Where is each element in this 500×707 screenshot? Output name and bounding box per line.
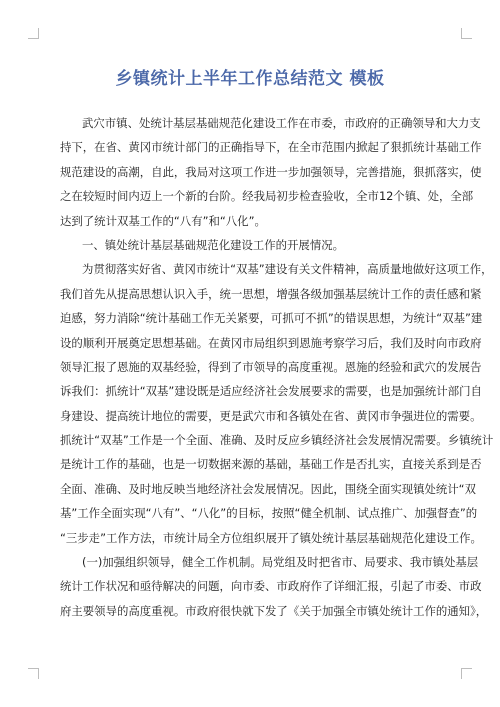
text-line: (一)加强组织领导，健全工作机制。局党组及时把省市、局要求、我市镇处基层 — [82, 555, 479, 570]
text-line: 是统计工作的基础，也是一切数据来源的基础，基础工作是否扎实，直接关系到是否 — [60, 457, 482, 472]
text-line: 我们首先从提高思想认识入手，统一思想，增强各级加强基层统计工作的责任感和紧 — [60, 286, 482, 301]
text-line: 诉我们：抓统计“双基”建设既是适应经济社会发展要求的需要，也是加强统计部门自 — [60, 384, 482, 399]
text-line: 统计工作状况和亟待解决的问题，向市委、市政府作了详细汇报，引起了市委、市政 — [60, 579, 482, 594]
text-line: 一、镇处统计基层基础规范化建设工作的开展情况。 — [82, 237, 344, 252]
text-line: 抓统计“双基”工作是一个全面、准确、及时反应乡镇经济社会发展情况需要。乡镇统计 — [60, 433, 494, 448]
text-line: 全面、准确、及时地反映当地经济社会发展情况。因此，围绕全面实现镇处统计“双 — [60, 481, 476, 496]
text-line: 身建设、提高统计地位的需要，更是武穴市和各镇处在省、黄冈市争强进位的需要。 — [60, 408, 482, 423]
text-line: 领导汇报了恩施的双基经验，得到了市领导的高度重视。恩施的经验和武穴的发展告 — [60, 359, 482, 374]
text-line: 府主要领导的高度重视。市政府很快就下发了《关于加强全市镇处统计工作的通知》， — [60, 603, 488, 618]
text-line: “三步走”工作方法，市统计局全方位组织展开了镇处统计基层基础规范化建设工作。 — [60, 530, 482, 545]
crop-mark-bottom-right — [461, 668, 472, 679]
text-line: 之在较短时间内迈上一个新的台阶。经我局初步检查验收，全市12个镇、处，全部 — [60, 189, 474, 204]
text-line: 武穴市镇、处统计基层基础规范化建设工作在市委，市政府的正确领导和大力支 — [82, 116, 481, 130]
text-line: 达到了统计双基工作的“八有”和“八化”。 — [60, 213, 266, 228]
text-line: 规范建设的高潮，自此，我局对这项工作进一步加强领导，完善措施，狠抓落实，使 — [60, 164, 482, 179]
text-line: 持下，在省、黄冈市统计部门的正确指导下，在全市范围内掀起了狠抓统计基础工作 — [60, 140, 482, 155]
text-line: 设的顺利开展奠定思想基础。在黄冈市局组织到恩施考察学习后，我们及时向市政府 — [60, 335, 482, 350]
crop-mark-bottom-left — [28, 668, 39, 679]
document-title: 乡镇统计上半年工作总结范文 模板 — [115, 69, 385, 89]
text-line: 为贯彻落实好省、黄冈市统计“双基”建设有关文件精神，高质量地做好这项工作， — [82, 262, 493, 277]
text-line: 迫感，努力消除“统计基础工作无关紧要，可抓可不抓”的错误思想，为统计“双基”建 — [60, 311, 483, 326]
document-body — [60, 111, 494, 623]
crop-mark-top-left — [28, 28, 39, 39]
text-line: 基”工作全面实现“八有”、“八化”的目标，按照“健全机制、试点推广、加强督查”的 — [60, 506, 478, 521]
crop-mark-top-right — [461, 28, 472, 39]
